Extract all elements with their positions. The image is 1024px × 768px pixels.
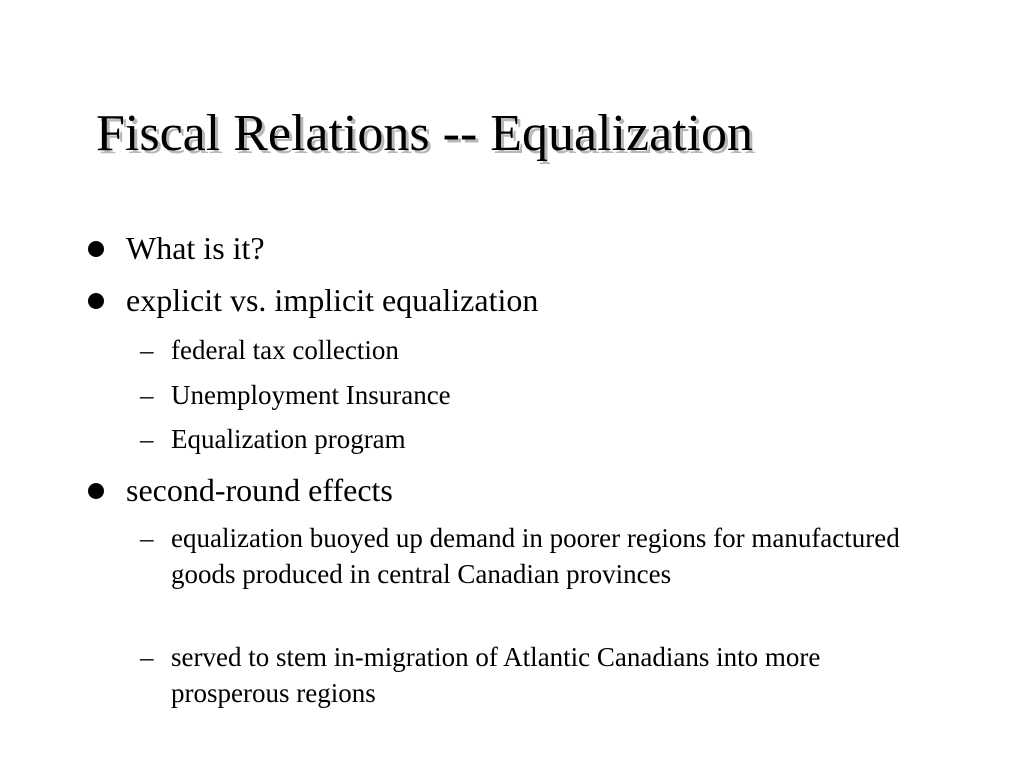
bullet-text: What is it? [126,230,265,266]
dash-icon: – [140,335,154,365]
sub-item-text: served to stem in-migration of Atlantic Canadians into more prosperous regions [171,642,821,708]
sub-item-text: federal tax collection [171,335,399,365]
sub-item [140,520,930,592]
sub-item [140,377,930,413]
bullet-dot-icon [88,483,104,499]
bullet-text: explicit vs. implicit equalization [126,282,539,318]
sub-item-text: Equalization program [171,424,406,454]
sub-item [140,639,930,711]
sub-item [140,332,930,368]
bullet-dot-icon [88,293,104,309]
slide-title: Fiscal Relations -- Equalization [96,105,754,162]
bullet-dot-icon [88,241,104,257]
dash-icon: – [140,380,154,410]
dash-icon: – [140,642,154,672]
sub-item [140,421,930,457]
sub-item-text: equalization buoyed up demand in poorer regions for manufactured goods produced in central Canadian provinces [171,523,900,589]
bullet-text: second-round effects [126,472,393,508]
dash-icon: – [140,523,154,553]
dash-icon: – [140,424,154,454]
sub-item-text: Unemployment Insurance [171,380,451,410]
